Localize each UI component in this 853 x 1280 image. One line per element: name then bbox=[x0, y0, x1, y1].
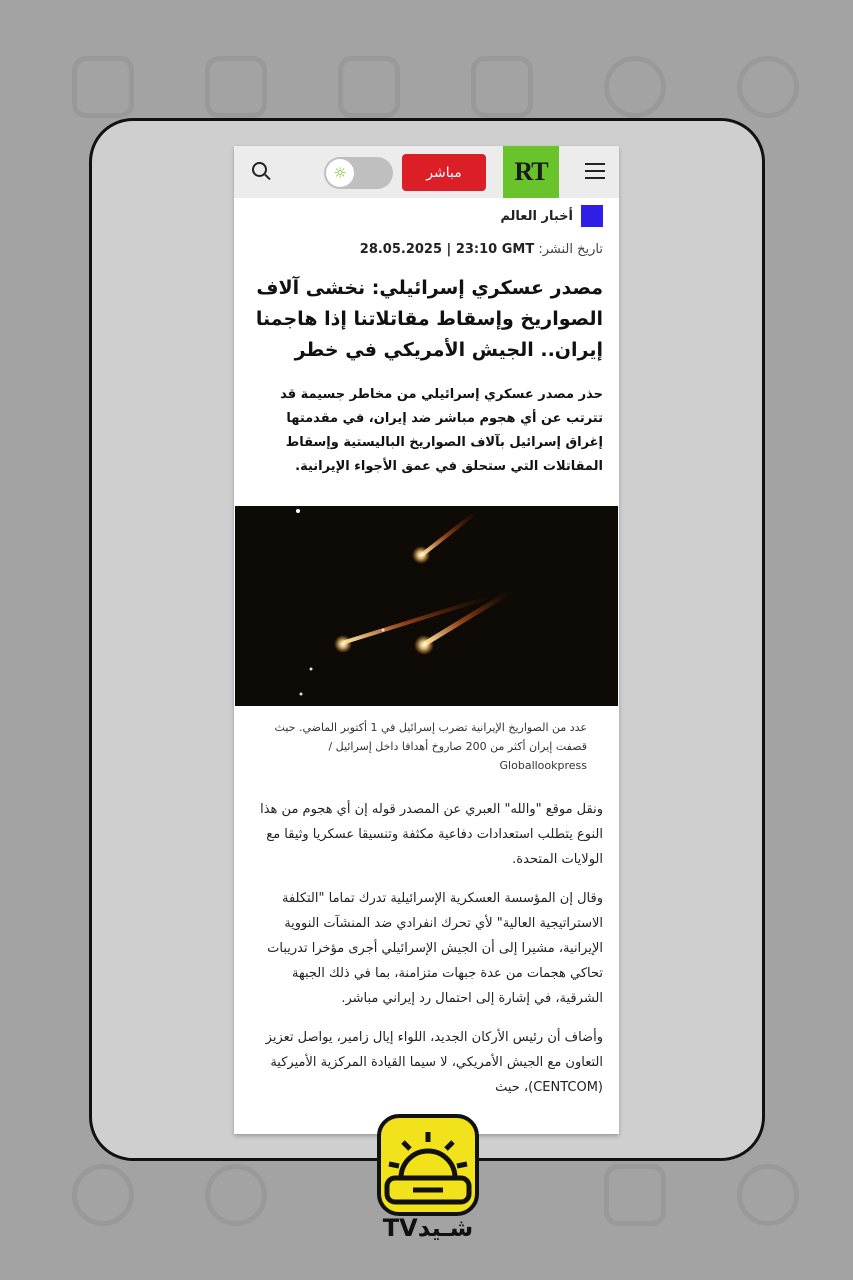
background-user-icon bbox=[72, 1164, 134, 1226]
background-play-icon bbox=[737, 1164, 799, 1226]
background-like-icon bbox=[72, 56, 134, 118]
theme-toggle[interactable] bbox=[324, 157, 393, 189]
live-button[interactable]: مباشر bbox=[402, 154, 486, 191]
hamburger-icon[interactable] bbox=[585, 163, 605, 179]
missiles-night-sky-image bbox=[263, 506, 618, 706]
background-dislike-icon bbox=[338, 56, 400, 118]
category-square-icon bbox=[581, 205, 603, 227]
search-icon[interactable] bbox=[252, 162, 267, 177]
background-video-icon bbox=[205, 56, 267, 118]
background-edit-icon bbox=[604, 1164, 666, 1226]
sun-logo-icon bbox=[377, 1114, 479, 1216]
category-tag[interactable] bbox=[250, 204, 603, 228]
brand-name: شـيدTV bbox=[382, 1214, 474, 1242]
article-paragraph: ونقل موقع "والله" العبري عن المصدر قوله إن أي هجوم من هذا النوع يتطلب استعدادات دفاعية مكثفة وتنسيقا عسكريا وثيقا مع الولايات المتحدة. bbox=[260, 802, 603, 867]
image-caption: عدد من الصواريخ الإيرانية تضرب إسرائيل في 1 أكتوبر الماضي. حيث قصفت إيران أكثر من 200 صاروخ أهدافا داخل إسرائيل / Globallookpress bbox=[274, 721, 587, 772]
brand-sun-graphic bbox=[381, 1118, 475, 1212]
publish-date bbox=[250, 242, 603, 257]
date-label: تاريخ النشر: bbox=[538, 242, 603, 257]
article-title: مصدر عسكري إسرائيلي: نخشى آلاف الصواريخ وإسقاط مقاتلاتنا إذا هاجمنا إيران.. الجيش الأمريكي في خطر bbox=[255, 277, 603, 361]
sun-icon: ☼ bbox=[326, 159, 354, 187]
rt-logo[interactable]: RT bbox=[503, 146, 559, 198]
background-check-icon bbox=[604, 56, 666, 118]
article-image[interactable] bbox=[235, 506, 618, 706]
background-camera-icon bbox=[471, 56, 533, 118]
date-value: 28.05.2025 | 23:10 GMT bbox=[359, 242, 535, 257]
article-paragraph: وقال إن المؤسسة العسكرية الإسرائيلية تدرك تماما "التكلفة الاستراتيجية العالية" لأي تحرك انفرادي ضد المنشآت النووية الإيرانية، مشيرا إلى أن الجيش الإسرائيلي أجرى مؤخرا تدريبات تحاكي هجمات من عدة جبهات متزامنة، بما في ذلك الجبهة الشرقية، في إشارة إلى احتمال رد إيراني مباشر. bbox=[267, 891, 603, 1006]
category-label: أخبار العالم bbox=[500, 208, 573, 224]
top-bar bbox=[234, 146, 619, 198]
article-lead: حذر مصدر عسكري إسرائيلي من مخاطر جسيمة قد تترتب عن أي هجوم مباشر ضد إيران، في مقدمتها إغراق إسرائيل بآلاف الصواريخ الباليستية وإسقاط المقاتلات التي ستحلق في عمق الأجواء الإيرانية. bbox=[280, 387, 603, 474]
article-paragraph: وأضاف أن رئيس الأركان الجديد، اللواء إيال زامير، يواصل تعزيز التعاون مع الجيش الأمريكي، لا سيما القيادة المركزية الأميركية (CENTCOM)، حيث bbox=[265, 1030, 603, 1095]
background-close-icon bbox=[737, 56, 799, 118]
phone-screen bbox=[234, 146, 619, 1134]
article bbox=[234, 204, 619, 1100]
background-refresh-icon bbox=[205, 1164, 267, 1226]
